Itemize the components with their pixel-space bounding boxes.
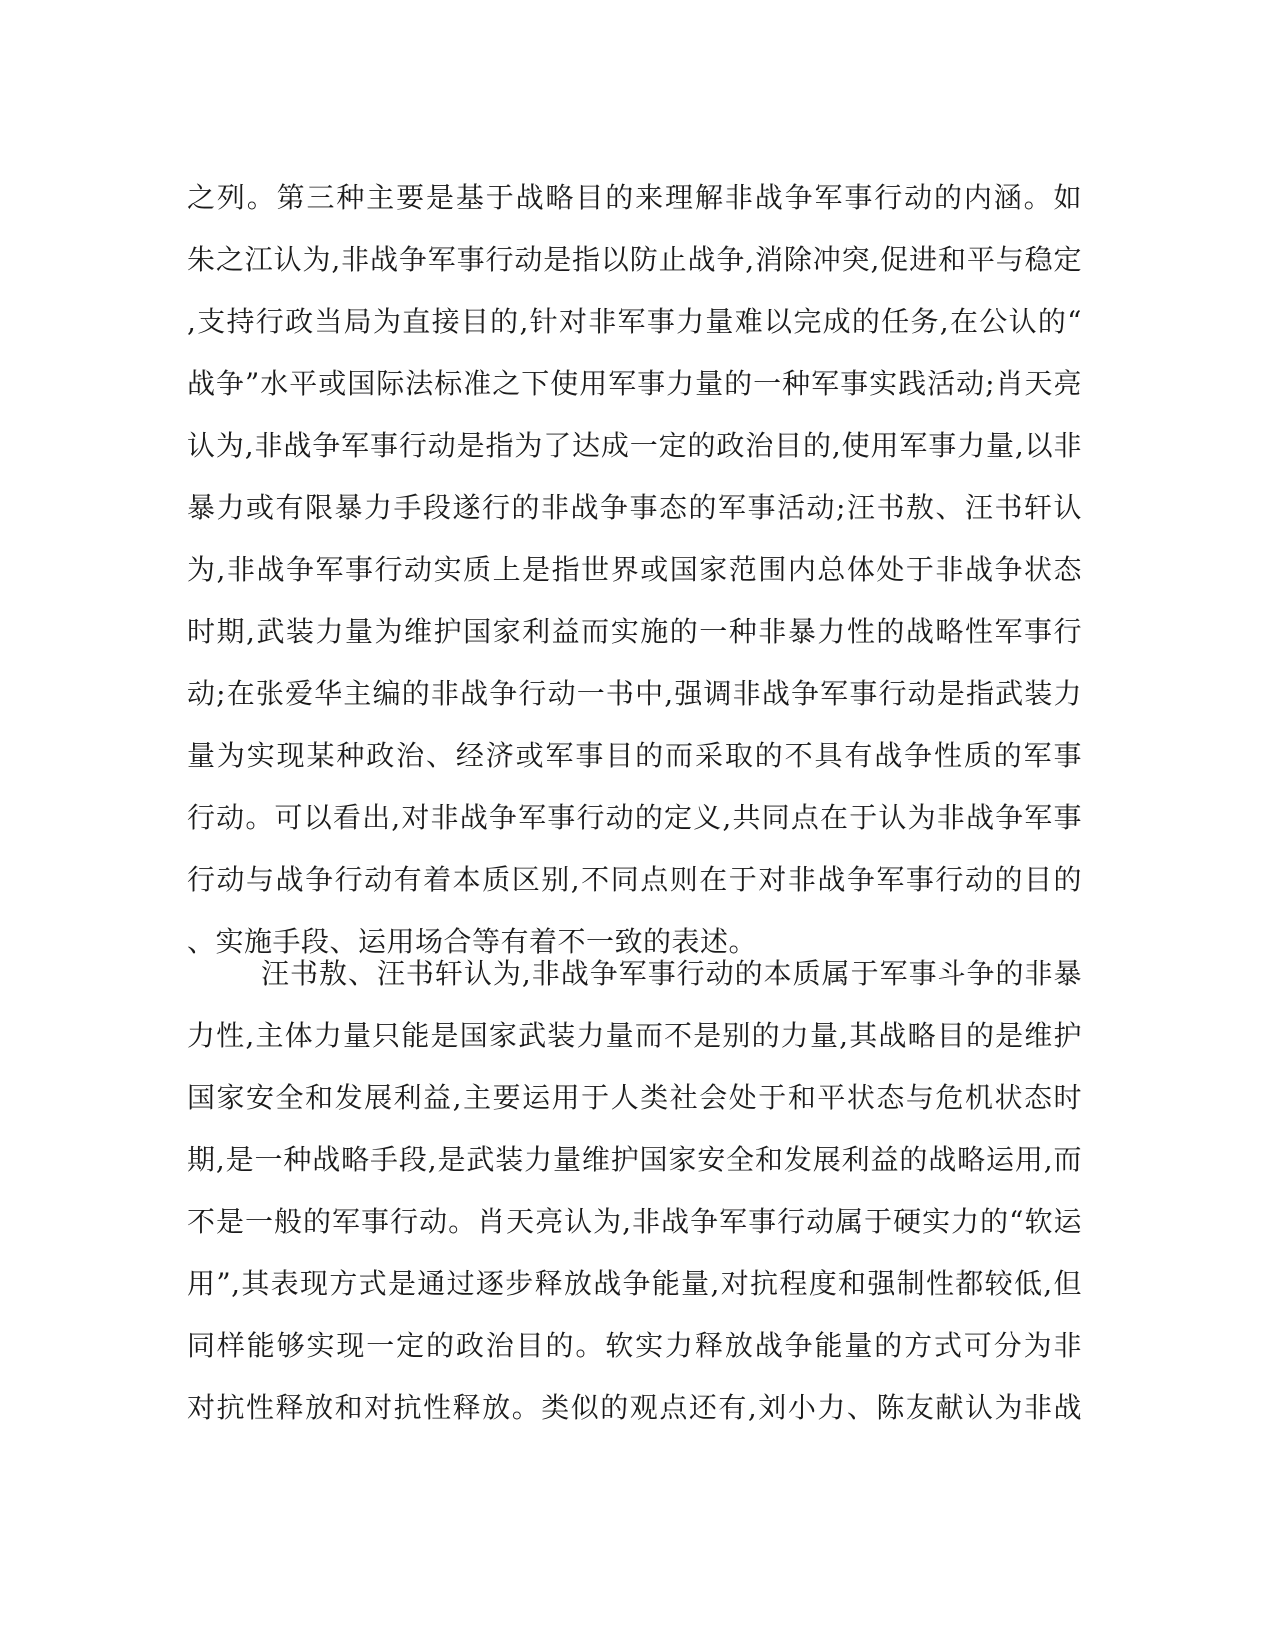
text-line: 为,非战争军事行动实质上是指世界或国家范围内总体处于非战争状态 — [187, 553, 1082, 586]
text-line: 战争”水平或国际法标准之下使用军事力量的一种军事实践活动;肖天亮 — [187, 367, 1082, 400]
text-line: 用”,其表现方式是通过逐步释放战争能量,对抗程度和强制性都较低,但 — [187, 1267, 1082, 1300]
text-line: 国家安全和发展利益,主要运用于人类社会处于和平状态与危机状态时 — [187, 1081, 1082, 1114]
text-line: 力性,主体力量只能是国家武装力量而不是别的力量,其战略目的是维护 — [187, 1019, 1082, 1052]
text-line: 之列。第三种主要是基于战略目的来理解非战争军事行动的内涵。如 — [187, 181, 1082, 214]
text-line: 认为,非战争军事行动是指为了达成一定的政治目的,使用军事力量,以非 — [187, 429, 1082, 462]
text-line: 动;在张爱华主编的非战争行动一书中,强调非战争军事行动是指武装力 — [187, 677, 1082, 710]
text-line: 时期,武装力量为维护国家利益而实施的一种非暴力性的战略性军事行 — [187, 615, 1082, 648]
text-line: 朱之江认为,非战争军事行动是指以防止战争,消除冲突,促进和平与稳定 — [187, 243, 1082, 276]
text-line: 期,是一种战略手段,是武装力量维护国家安全和发展利益的战略运用,而 — [187, 1143, 1082, 1176]
paragraph-1 — [187, 167, 1082, 973]
text-line: ,支持行政当局为直接目的,针对非军事力量难以完成的任务,在公认的“ — [187, 305, 1082, 338]
text-line: 汪书敖、汪书轩认为,非战争军事行动的本质属于军事斗争的非暴 — [261, 957, 1082, 990]
text-line: 、实施手段、运用场合等有着不一致的表述。 — [187, 925, 758, 958]
paragraph-2 — [187, 943, 1082, 1439]
text-line: 量为实现某种政治、经济或军事目的而采取的不具有战争性质的军事 — [187, 739, 1082, 772]
text-line: 行动与战争行动有着本质区别,不同点则在于对非战争军事行动的目的 — [187, 863, 1082, 896]
text-line: 不是一般的军事行动。肖天亮认为,非战争军事行动属于硬实力的“软运 — [187, 1205, 1082, 1238]
text-line: 对抗性释放和对抗性释放。类似的观点还有,刘小力、陈友献认为非战 — [187, 1391, 1082, 1424]
text-line: 同样能够实现一定的政治目的。软实力释放战争能量的方式可分为非 — [187, 1329, 1082, 1362]
text-line: 暴力或有限暴力手段遂行的非战争事态的军事活动;汪书敖、汪书轩认 — [187, 491, 1082, 524]
text-line: 行动。可以看出,对非战争军事行动的定义,共同点在于认为非战争军事 — [187, 801, 1082, 834]
